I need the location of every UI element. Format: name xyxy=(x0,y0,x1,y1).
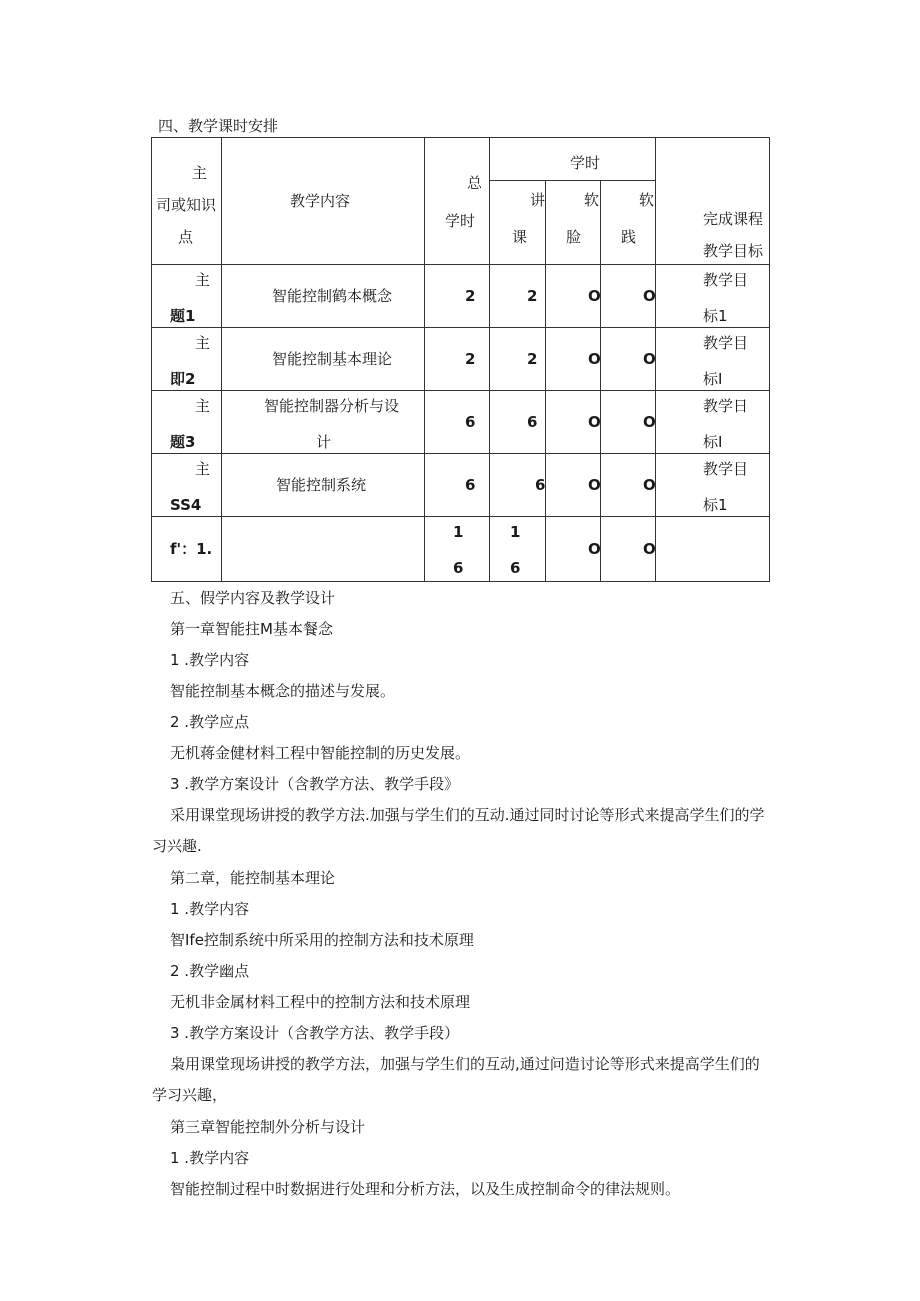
table-total-row: f'：1. 1 6 1 6 O O xyxy=(152,517,770,582)
chapter3-title: 第三章智能控制外分析与设计 xyxy=(170,1118,366,1136)
header-experiment: 软 脸 xyxy=(546,181,601,265)
chapter2-item3-text-line1: 枭用课堂现场讲授的教学方法，加强与学生们的互动,通过问造讨论等形式来提高学生们的 xyxy=(170,1055,760,1073)
chapter2-title: 第二章，能控制基本理论 xyxy=(170,869,336,887)
header-topic: 主 司或知识 点 xyxy=(152,138,222,265)
chapter3-item1-heading: 1 .教学内容 xyxy=(170,1149,250,1167)
section5-title: 五、假学内容及教学设计 xyxy=(170,589,336,607)
schedule-table xyxy=(151,137,770,582)
chapter1-item1-heading: 1 .教学内容 xyxy=(170,651,250,669)
table-row: 主 SS4 智能控制系统 6 6 O O 教学目 标1 xyxy=(152,454,770,517)
header-lecture: 讲 课 xyxy=(490,181,546,265)
chapter1-title: 第一章智能拄M基本餐念 xyxy=(170,620,333,638)
chapter2-item1-text: 智Ife控制系统中所采用的控制方法和技术原理 xyxy=(170,931,474,949)
table-row: 主 即2 智能控制基本理论 2 2 O O 教学目 标I xyxy=(152,328,770,391)
chapter2-item2-heading: 2 .教学幽点 xyxy=(170,962,250,980)
chapter2-item3-text-line2: 学习兴趣， xyxy=(152,1086,228,1104)
chapter1-item3-text-line2: 习兴趣. xyxy=(152,837,202,855)
chapter2-item1-heading: 1 .教学内容 xyxy=(170,900,250,918)
chapter1-item1-text: 智能控制基本概念的描述与发展。 xyxy=(170,682,396,700)
section4-title: 四、教学课时安排 xyxy=(158,117,279,135)
table-row: 主 题3 智能控制器分析与设 计 6 6 O O 教学日 标I xyxy=(152,391,770,454)
chapter1-item2-text: 无机蒋金健材料工程中智能控制的历史发展。 xyxy=(170,744,471,762)
header-goal: 完成课程 教学目标 xyxy=(656,138,770,265)
chapter1-item2-heading: 2 .教学应点 xyxy=(170,713,250,731)
chapter2-item3-heading: 3 .教学方案设计（含教学方法、教学手段） xyxy=(170,1024,460,1042)
header-practice: 软 践 xyxy=(601,181,656,265)
chapter1-item3-text-line1: 采用课堂现场讲授的教学方法.加强与学生们的互动.通过同时讨论等形式来提高学生们的学 xyxy=(170,806,765,824)
chapter2-item2-text: 无机非金属材料工程中的控制方法和技术原理 xyxy=(170,993,471,1011)
chapter1-item3-heading: 3 .教学方案设计（含教学方法、教学手段》 xyxy=(170,775,460,793)
chapter3-item1-text: 智能控制过程中时数据进行处理和分析方法，以及生成控制命令的律法规则。 xyxy=(170,1180,681,1198)
table-row: 主 题1 智能控制鹤本概念 2 2 O O 教学目 标1 xyxy=(152,265,770,328)
header-total: 总 学时 xyxy=(425,138,490,265)
header-hours-group: 学时 xyxy=(490,138,656,181)
header-content: 教学内容 xyxy=(222,138,425,265)
